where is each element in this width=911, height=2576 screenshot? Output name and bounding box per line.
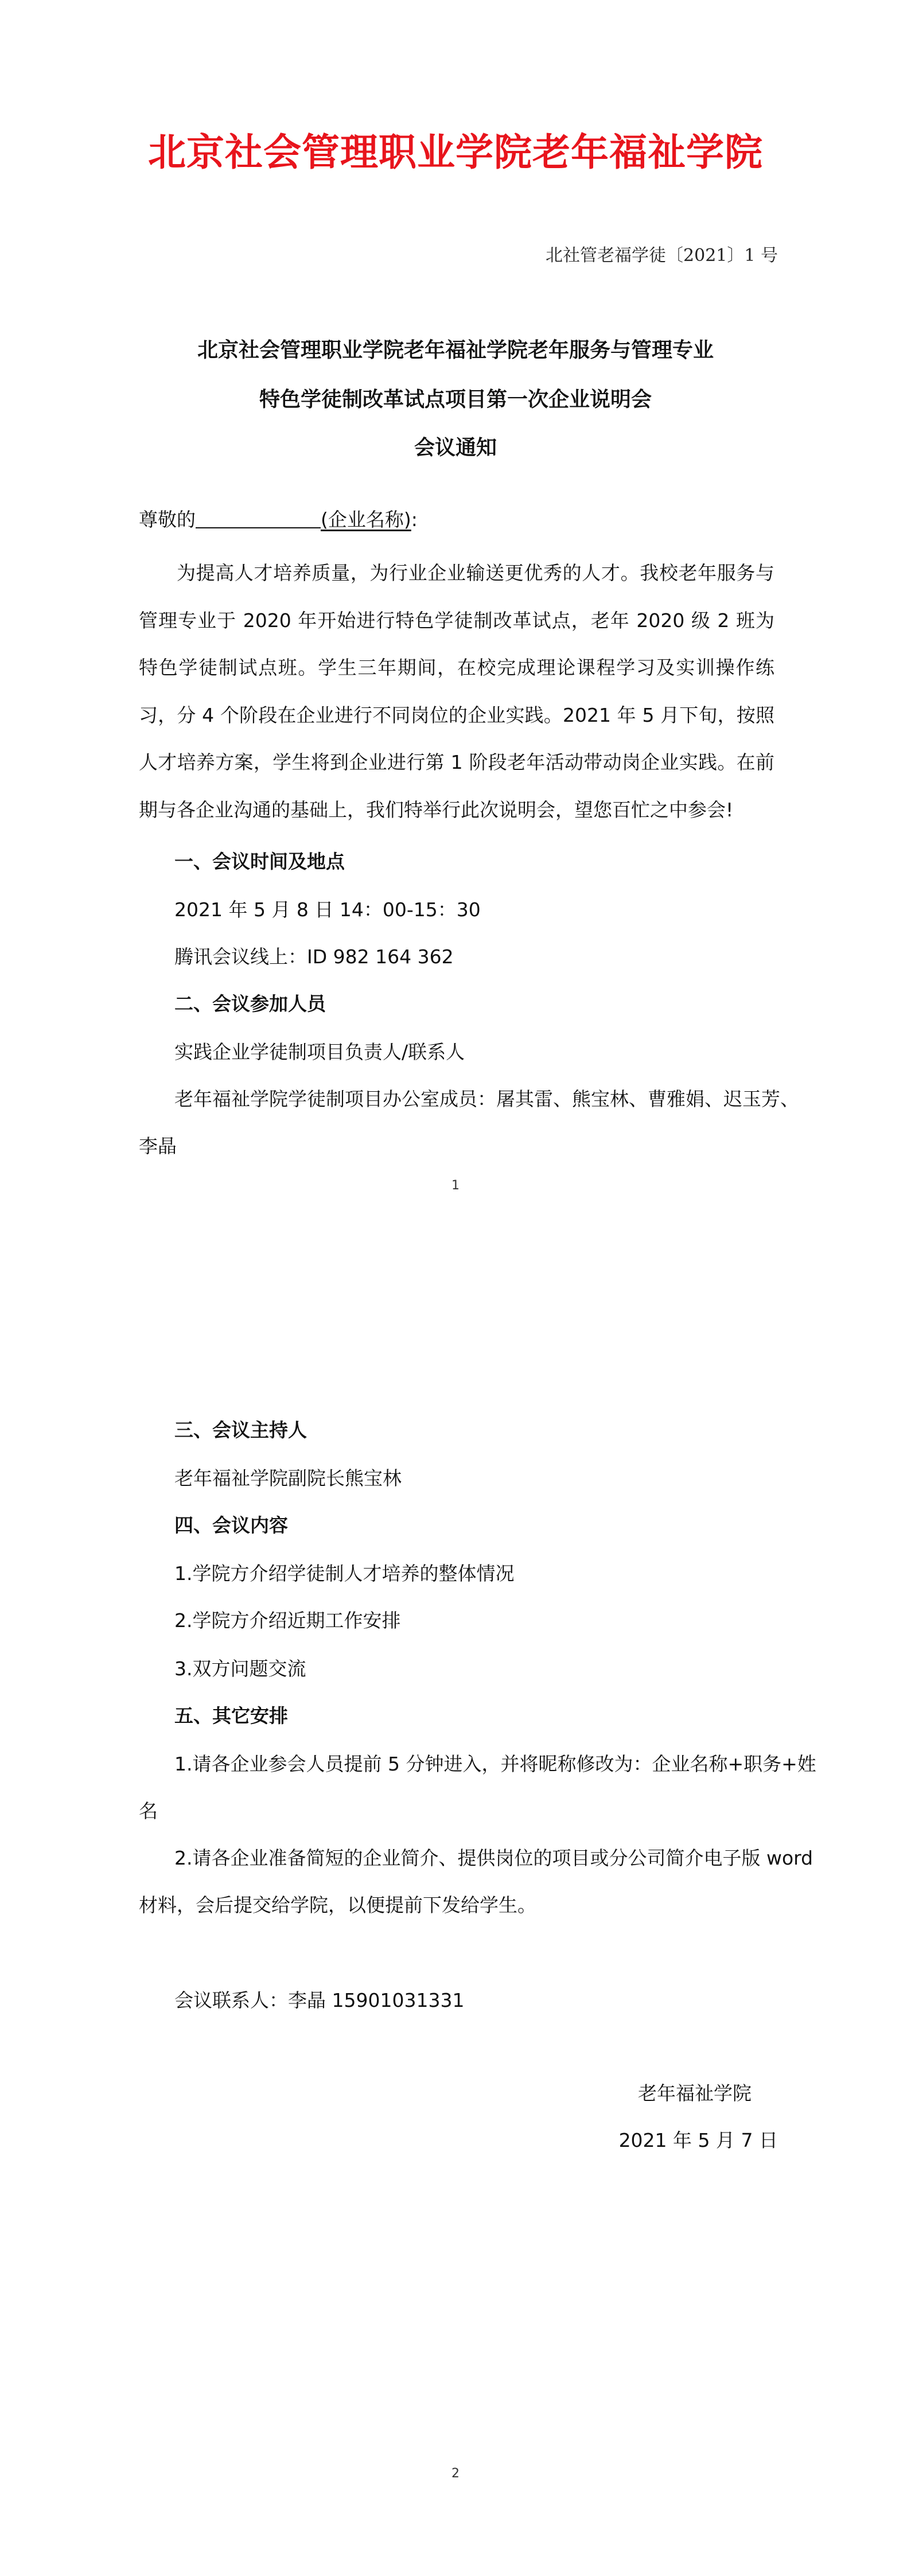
section-other-title: 五、其它安排 xyxy=(174,1705,288,1727)
page-number: 1 xyxy=(451,1178,460,1193)
notice-heading-line-2: 特色学徒制改革试点项目第一次企业说明会 xyxy=(259,388,652,411)
salutation-prefix: 尊敬的 xyxy=(139,508,196,531)
other-item-2: 2.请各企业准备简短的企业简介、提供岗位的项目或分公司简介电子版 word xyxy=(174,1847,813,1869)
participants-line-2: 老年福祉学院学徒制项目办公室成员：屠其雷、熊宝林、曹雅娟、迟玉芳、 xyxy=(174,1088,799,1110)
content-item-1: 1.学院方介绍学徒制人才培养的整体情况 xyxy=(174,1562,515,1585)
section-content-title: 四、会议内容 xyxy=(174,1514,288,1536)
company-name-placeholder: (企业名称) xyxy=(321,508,411,531)
other-item-2-cont: 材料，会后提交给学院，以便提前下发给学生。 xyxy=(139,1894,536,1916)
salutation-suffix: : xyxy=(411,508,418,531)
meeting-contact: 会议联系人：李晶 15901031331 xyxy=(174,1989,465,2011)
meeting-time: 2021 年 5 月 8 日 14：00-15：30 xyxy=(174,898,481,921)
document-number: 北社管老福学徒〔2021〕1 号 xyxy=(546,246,778,266)
signature-date: 2021 年 5 月 7 日 xyxy=(618,2129,778,2151)
host-name: 老年福祉学院副院长熊宝林 xyxy=(174,1467,402,1489)
other-item-1-cont: 名 xyxy=(139,1800,158,1822)
meeting-online-id: 腾讯会议线上：ID 982 164 362 xyxy=(174,945,454,968)
section-time-place-title: 一、会议时间及地点 xyxy=(174,850,345,873)
section-host-title: 三、会议主持人 xyxy=(174,1419,307,1441)
section-participants-title: 二、会议参加人员 xyxy=(174,993,326,1015)
page-number: 2 xyxy=(451,2466,460,2481)
other-item-1: 1.请各企业参会人员提前 5 分钟进入，并将昵称修改为：企业名称+职务+姓 xyxy=(174,1753,816,1775)
salutation xyxy=(139,505,418,532)
notice-heading-line-3: 会议通知 xyxy=(414,436,497,460)
content-item-3: 3.双方问题交流 xyxy=(174,1657,306,1680)
intro-paragraph: 为提高人才培养质量，为行业企业输送更优秀的人才。我校老年服务与管理专业于 2020 年开始进行特色学徒制改革试点，老年 2020 级 2 班为特色学徒制试点班。学生三年期间，在校完成理论课程学习及实训操作练习，分 4 个阶段在企业进行不同岗位的企业实践。2021 年 5 月下旬，按照人才培养方案，学生将到企业进行第 1 阶段老年活动带动岗企业实践。在前期与各企业沟通的基础上，我们特举行此次说明会，望您百忙之中参会! xyxy=(139,562,774,821)
content-item-2: 2.学院方介绍近期工作安排 xyxy=(174,1609,401,1632)
signature-org: 老年福祉学院 xyxy=(638,2082,752,2104)
participants-line-2-cont: 李晶 xyxy=(139,1135,177,1157)
institution-title: 北京社会管理职业学院老年福祉学院 xyxy=(148,130,763,174)
page-2 xyxy=(0,1288,911,2576)
notice-heading-line-1: 北京社会管理职业学院老年福祉学院老年服务与管理专业 xyxy=(197,338,714,362)
participants-line-1: 实践企业学徒制项目负责人/联系人 xyxy=(174,1041,465,1063)
company-name-blank xyxy=(196,510,321,528)
